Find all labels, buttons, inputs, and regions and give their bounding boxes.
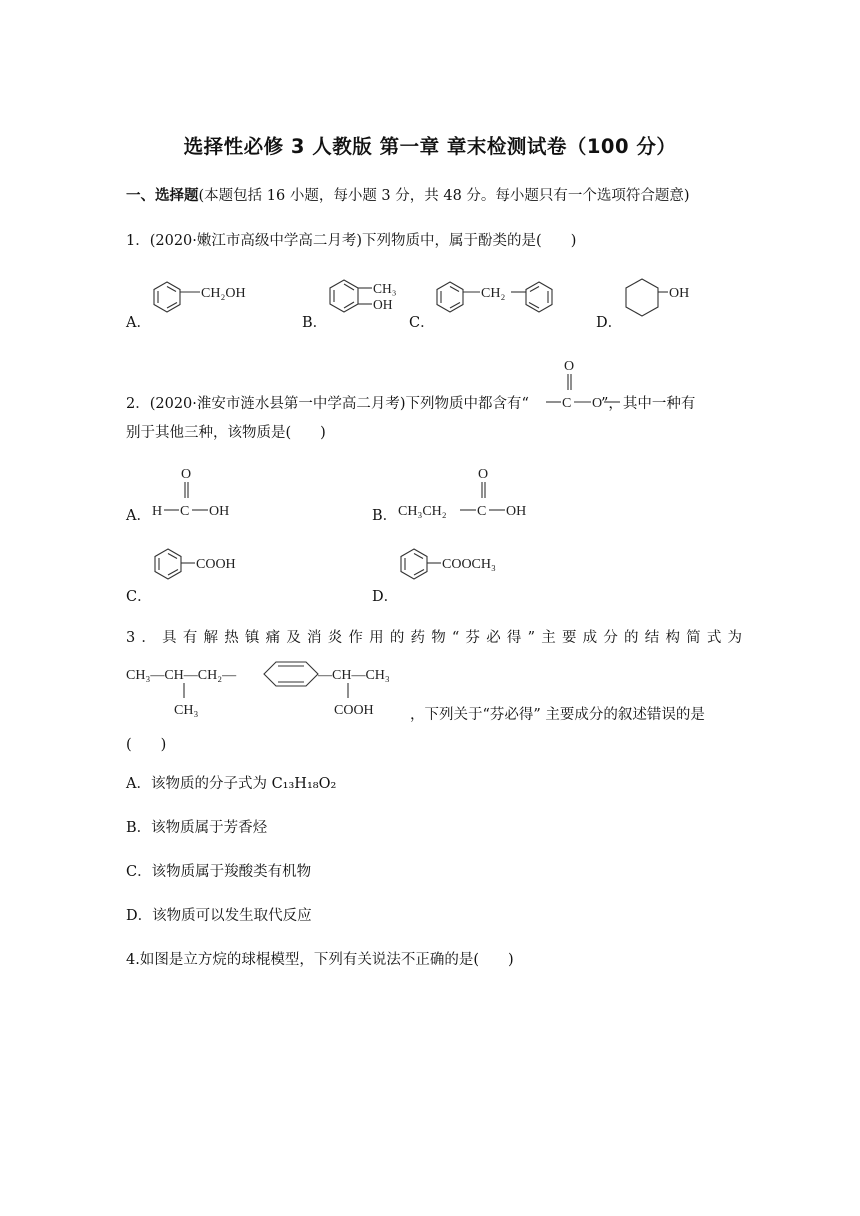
q2-option-c-label: C． — [126, 589, 152, 605]
q3-ib-cooh: COOH — [334, 703, 374, 718]
q2-c-cooh: COOH — [196, 557, 236, 572]
section-heading — [126, 186, 690, 206]
svg-text:C: C — [180, 504, 190, 519]
q1-c-ch2: CH₂ — [481, 286, 506, 301]
svg-text:OH: OH — [209, 504, 230, 519]
q2-option-a-label: A． — [126, 508, 151, 524]
q2-b-o: O — [478, 467, 489, 482]
q3-paren: ( ) — [126, 737, 167, 753]
q2-stem-pre: 2．(2020·淮安市涟水县第一中学高二月考)下列物质中都含有“ — [126, 396, 529, 412]
q3-ib-left: CH₃—CH—CH₂— — [126, 668, 237, 683]
svg-text:OH: OH — [506, 504, 527, 519]
q2-a-o: O — [181, 467, 192, 482]
q3-ib-right: —CH—CH₃ — [318, 668, 390, 683]
q2-stem-post: ”，其中一种有 — [600, 396, 696, 412]
q1-option-c-label: C． — [409, 315, 435, 331]
q3-ib-ch3: CH₃ — [174, 703, 199, 718]
svg-text:CH₃CH₂: CH₃CH₂ — [398, 504, 447, 519]
q1-a-text: CH₂OH — [201, 286, 246, 301]
q3-stem: 3．具有解热镇痛及消炎作用的药物“芬必得”主要成分的结构简式为 — [126, 630, 749, 646]
q4-stem: 4.如图是立方烷的球棍模型，下列有关说法不正确的是( ) — [126, 952, 514, 968]
q2-stem-line2: 别于其他三种，该物质是( ) — [126, 425, 326, 441]
q3-option-a: A．该物质的分子式为 C₁₃H₁₈O₂ — [126, 776, 337, 792]
q1-option-d-label: D． — [596, 315, 623, 331]
cyclohexane-ring — [626, 279, 658, 316]
q2-structure-b — [396, 462, 546, 524]
q3-option-d: D．该物质可以发生取代反应 — [126, 908, 312, 924]
q3-option-b: B．该物质属于芳香烃 — [126, 820, 268, 836]
q1-option-a-label: A． — [126, 315, 151, 331]
q2-option-b-label: B． — [372, 508, 398, 524]
q1-structure-b — [324, 272, 414, 332]
q1-structure-d — [620, 276, 700, 332]
q1-stem: 1．(2020·嫩江市高级中学高二月考)下列物质中，属于酚类的是( ) — [126, 233, 577, 249]
svg-text:C: C — [477, 504, 487, 519]
svg-text:C: C — [562, 396, 572, 411]
q3-ibuprofen-structure — [124, 654, 424, 724]
q2-group-o: O — [564, 359, 575, 374]
q1-b-ch3: CH₃ — [373, 281, 397, 296]
q2-structure-d — [396, 543, 526, 599]
q3-stem-post: ，下列关于“芬必得” 主要成分的叙述错误的是 — [410, 707, 705, 723]
q2-structure-c — [150, 543, 260, 599]
page-title: 选择性必修 3 人教版 第一章 章末检测试卷（100 分） — [183, 135, 677, 158]
q2-option-d-label: D． — [372, 589, 399, 605]
q1-structure-a — [150, 276, 260, 332]
section-label: 一、选择题 — [126, 187, 199, 204]
section-note: (本题包括 16 小题，每小题 3 分，共 48 分。每小题只有一个选项符合题意) — [198, 188, 690, 204]
q3-option-c: C．该物质属于羧酸类有机物 — [126, 864, 312, 880]
svg-text:O: O — [592, 396, 603, 411]
q1-option-b-label: B． — [302, 315, 328, 331]
q2-d-cooch3: COOCH₃ — [442, 557, 496, 572]
q1-b-oh: OH — [373, 297, 393, 312]
svg-text:H: H — [152, 504, 163, 519]
q1-d-oh: OH — [669, 286, 690, 301]
q1-structure-c — [432, 276, 567, 332]
q2-structure-a — [150, 462, 260, 524]
q2-ester-group — [544, 354, 624, 414]
